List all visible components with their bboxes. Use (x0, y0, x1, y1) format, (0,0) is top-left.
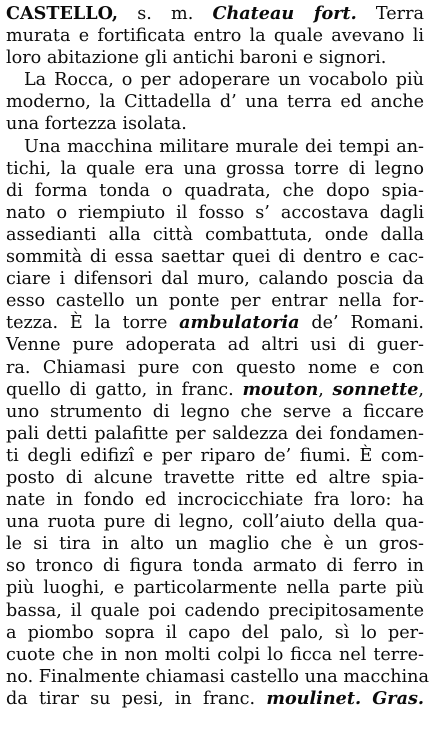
text-line (6, 467, 424, 489)
text-line (6, 202, 424, 224)
text-segment: assedianti alla città combattuta, onde dalla (6, 224, 424, 245)
text-segment: no. Finalmente chiamasi castello una macchina (6, 666, 429, 687)
text-segment: bassa, il quale poi cadendo precipitosamente (6, 600, 424, 621)
text-segment: pali detti palafitte per saldezza dei fondamen- (6, 423, 424, 444)
text-line (6, 533, 424, 555)
headword: CASTELLO, (6, 3, 119, 24)
text-segment: tichi, la quale era una grossa torre di legno (6, 158, 424, 179)
text-line (6, 511, 424, 533)
text-line (6, 401, 424, 423)
text-segment (361, 689, 372, 709)
italic-term: ambulatoria (179, 312, 300, 334)
text-line (6, 688, 424, 710)
text-line (6, 555, 424, 577)
italic-term: Chateau fort. (212, 3, 357, 24)
text-segment: più luoghi, e particolarmente nella parte più (6, 578, 424, 599)
text-segment: Terra (356, 4, 424, 24)
text-segment: loro abitazione gli antichi baroni e signori. (6, 48, 387, 69)
text-line (6, 489, 424, 511)
italic-term: sonnette (332, 378, 419, 400)
text-line (6, 69, 424, 91)
text-segment: ciare i difensori dal muro, calando poscia da (6, 269, 424, 290)
text-line (6, 423, 424, 445)
text-line (6, 25, 424, 47)
text-segment: una ruota pure di legno, coll’aiuto della qua- (6, 512, 424, 533)
text-line (6, 644, 424, 666)
text-line (6, 91, 424, 113)
text-segment: tezza. È la torre (6, 313, 180, 334)
text-line (6, 666, 429, 688)
text-line (6, 268, 424, 290)
text-segment: una fortezza isolata. (6, 114, 187, 135)
italic-term: mouton (242, 378, 319, 400)
text-segment: ra. Chiamasi pure con questo nome e con (6, 357, 424, 378)
text-segment: sommità di essa saettar quei di dentro e cac- (6, 247, 424, 268)
text-line (6, 312, 424, 334)
text-line (6, 334, 424, 356)
text-line (6, 622, 424, 644)
text-line (6, 158, 424, 180)
text-line (6, 445, 424, 467)
text-segment: s. m. (118, 4, 213, 24)
italic-term: Gras. (372, 687, 425, 709)
text-segment: de’ Romani. (299, 313, 425, 334)
text-segment: , (418, 379, 424, 400)
italic-term: moulinet. (266, 687, 362, 709)
text-segment: a piombo sopra il capo del palo, sì lo per- (6, 622, 424, 643)
text-segment: uno strumento di legno che serve a ficcare (6, 401, 424, 422)
text-line (6, 600, 424, 622)
text-line (6, 246, 424, 268)
text-segment: nato o riempiuto il fosso s’ accostava dagli (6, 202, 424, 223)
text-line (6, 47, 424, 69)
text-line (6, 136, 424, 158)
text-line (6, 224, 424, 246)
text-segment: murata e fortificata entro la quale avevano li (6, 26, 424, 47)
text-line (6, 577, 424, 599)
text-segment: posto di alcune travette ritte ed altre spia- (6, 467, 424, 488)
text-segment: moderno, la Cittadella d’ una terra ed anche (6, 92, 424, 113)
text-segment: so tronco di figura tonda armato di ferro in (6, 556, 424, 577)
text-segment: quello di gatto, in franc. (6, 379, 243, 400)
text-segment: ti degli edifizî e per riparo de’ fiumi. È com- (6, 445, 424, 466)
text-line (6, 3, 424, 25)
text-segment: , (318, 379, 333, 400)
text-line (6, 290, 424, 312)
text-segment: di forma tonda o quadrata, che dopo spia- (6, 180, 424, 201)
dictionary-entry (6, 3, 429, 710)
text-segment: le si tira in alto un maglio che è un gros- (6, 534, 424, 555)
text-segment: da tirar su pesi, in franc. (6, 688, 267, 709)
text-segment: nate in fondo ed incrocicchiate fra loro: ha (6, 490, 424, 511)
text-segment: La Rocca, o per adoperare un vocabolo più (24, 70, 424, 91)
text-line (6, 180, 424, 202)
text-line (6, 113, 424, 135)
text-segment: Venne pure adoperata ad altri usi di guer- (6, 335, 424, 356)
text-line (6, 357, 424, 379)
text-segment: cuote che in non molti colpi lo ficca nel terre- (6, 644, 424, 665)
text-segment: Una macchina militare murale dei tempi an- (24, 136, 424, 157)
text-line (6, 379, 424, 401)
text-segment: esso castello un ponte per entrar nella for- (6, 291, 424, 312)
